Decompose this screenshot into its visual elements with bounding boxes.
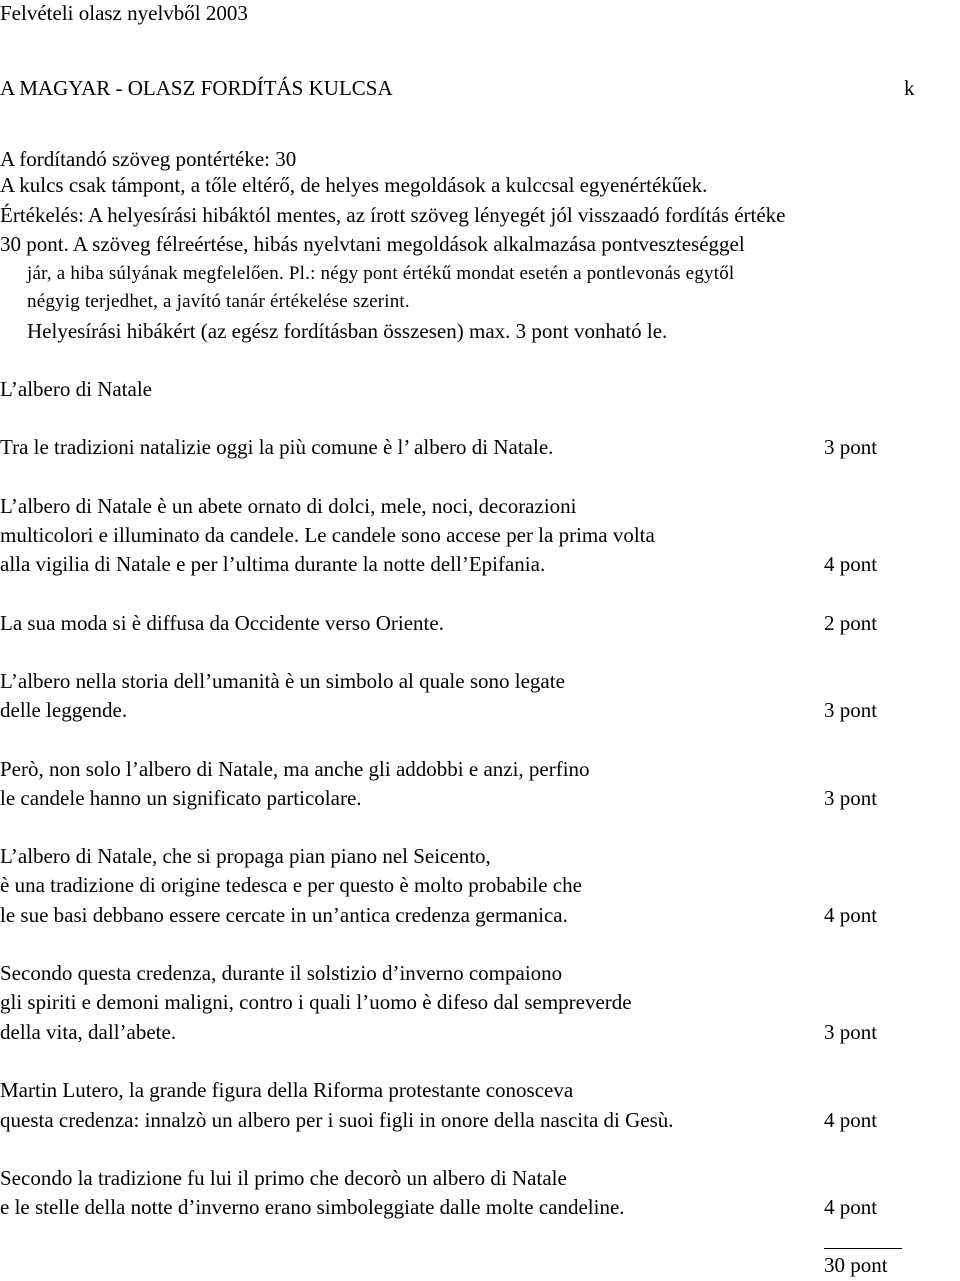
section-6-line-3: le sue basi debbano essere cercate in un’antica credenza germanica. (0, 903, 568, 927)
section-1-line-1: Tra le tradizioni natalizie oggi la più comune è l’ albero di Natale. (0, 435, 554, 459)
section-8-line-2: questa credenza: innalzò un albero per i suoi figli in onore della nascita di Gesù. (0, 1108, 674, 1132)
section-9-line-2: e le stelle della notte d’inverno erano simboleggiate dalle molte candeline. (0, 1195, 625, 1219)
section-8-line-1: Martin Lutero, la grande figura della Riforma protestante conosceva (0, 1078, 574, 1102)
text-title: L’albero di Natale (0, 377, 152, 401)
section-4-points: 3 pont (824, 698, 878, 722)
instruction-line-4: 30 pont. A szöveg félreértése, hibás nyelvtani megoldások alkalmazása pontveszteséggel (0, 232, 745, 256)
exam-title: Felvételi olasz nyelvből 2003 (0, 1, 248, 25)
section-1-points: 3 pont (824, 435, 878, 459)
section-4-line-1: L’albero nella storia dell’umanità è un simbolo al quale sono legate (0, 669, 565, 693)
instruction-line-5: jár, a hiba súlyának megfelelően. Pl.: négy pont értékű mondat esetén a pontlevonás egytől (27, 263, 735, 284)
section-2-line-3: alla vigilia di Natale e per l’ultima durante la notte dell’Epifania. (0, 552, 546, 576)
section-7-line-3: della vita, dall’abete. (0, 1020, 177, 1044)
section-2-line-2: multicolori e illuminato da candele. Le candele sono accese per la prima volta (0, 523, 655, 547)
instruction-line-6: négyig terjedhet, a javító tanár értékelése szerint. (27, 291, 410, 312)
section-6-points: 4 pont (824, 903, 878, 927)
section-5-line-1: Però, non solo l’albero di Natale, ma anche gli addobbi e anzi, perfino (0, 757, 590, 781)
instruction-line-7: Helyesírási hibákért (az egész fordításban összesen) max. 3 pont vonható le. (27, 319, 668, 343)
instruction-line-3: Értékelés: A helyesírási hibáktól mentes, az írott szöveg lényegét jól visszaadó fordítás értéke (0, 203, 786, 227)
section-3-line-1: La sua moda si è diffusa da Occidente verso Oriente. (0, 611, 444, 635)
section-9-line-1: Secondo la tradizione fu lui il primo che decorò un albero di Natale (0, 1166, 567, 1190)
section-8-points: 4 pont (824, 1108, 878, 1132)
section-5-points: 3 pont (824, 786, 878, 810)
section-2-line-1: L’albero di Natale è un abete ornato di dolci, mele, noci, decorazioni (0, 494, 577, 518)
section-2-points: 4 pont (824, 552, 878, 576)
section-7-points: 3 pont (824, 1020, 878, 1044)
section-3-points: 2 pont (824, 611, 878, 635)
section-6-line-2: è una tradizione di origine tedesca e per questo è molto probabile che (0, 873, 582, 897)
key-title: A MAGYAR - OLASZ FORDÍTÁS KULCSA (0, 76, 393, 100)
total-rule (824, 1248, 902, 1249)
section-6-line-1: L’albero di Natale, che si propaga pian piano nel Seicento, (0, 844, 491, 868)
instruction-line-1: A fordítandó szöveg pontértéke: 30 (0, 147, 297, 171)
section-9-points: 4 pont (824, 1195, 878, 1219)
total-points: 30 pont (824, 1253, 888, 1277)
section-7-line-1: Secondo questa credenza, durante il solstizio d’inverno compaiono (0, 961, 563, 985)
section-7-line-2: gli spiriti e demoni maligni, contro i quali l’uomo è difeso dal sempreverde (0, 990, 632, 1014)
instruction-line-2: A kulcs csak támpont, a tőle eltérő, de helyes megoldások a kulccsal egyenértékűek. (0, 173, 708, 197)
section-4-line-2: delle leggende. (0, 698, 128, 722)
corner-mark: k (904, 76, 915, 100)
section-5-line-2: le candele hanno un significato particolare. (0, 786, 362, 810)
